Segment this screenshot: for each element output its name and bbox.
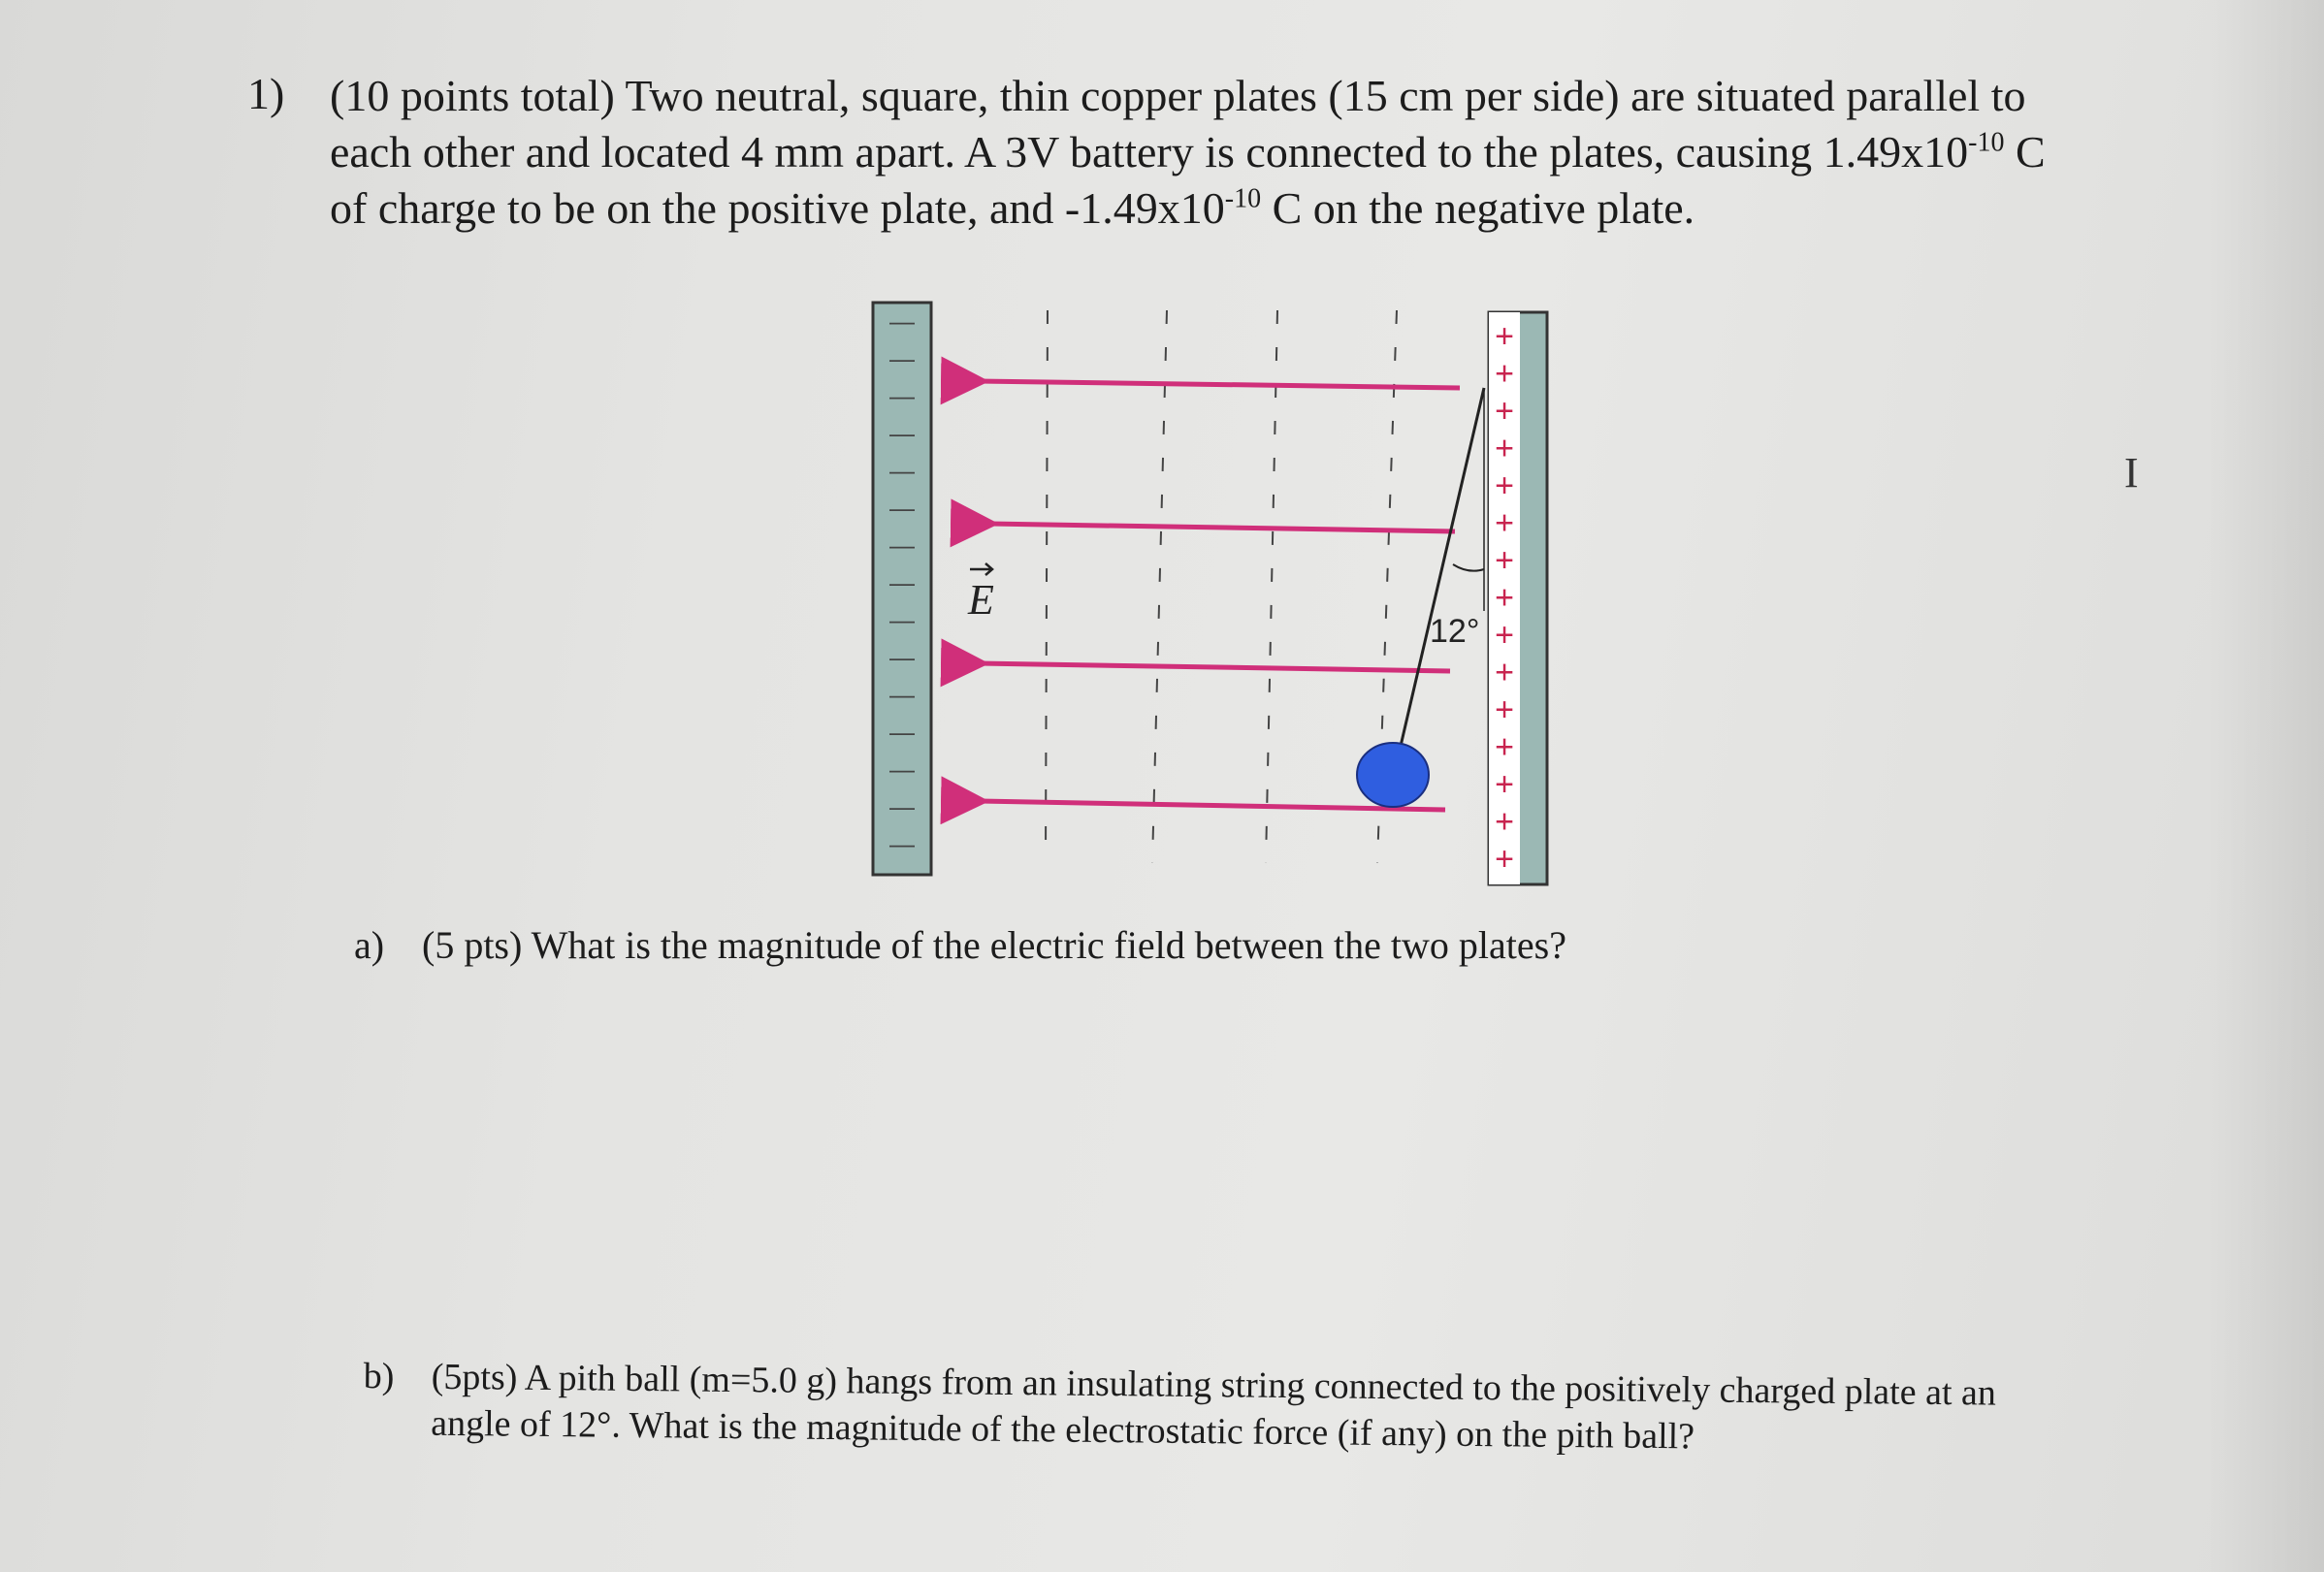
plus-sign: +	[1495, 467, 1514, 504]
plus-sign: +	[1495, 803, 1514, 841]
part-a	[354, 921, 1566, 970]
equipotential-line	[1266, 310, 1277, 863]
minus-sign: —	[889, 381, 915, 410]
text-cursor-icon: I	[2124, 449, 2139, 497]
minus-sign: —	[889, 717, 915, 747]
plus-sign: +	[1495, 841, 1514, 878]
plus-sign: +	[1495, 430, 1514, 467]
plus-sign: +	[1495, 617, 1514, 654]
question-mid: C of charge to be on the positive plate, and	[330, 127, 2046, 233]
minus-sign: —	[889, 791, 915, 821]
plus-sign: +	[1495, 504, 1514, 542]
field-line-arrow	[980, 381, 1460, 388]
pith-ball	[1357, 743, 1429, 807]
question-intro: (10 points total) Two neutral, square, thin copper plates (15 cm per side) are situated parallel to each other and located 4 mm apart. A 3V battery is connected to the plates, causing	[330, 71, 2026, 176]
field-line-arrow	[989, 524, 1455, 531]
vector-arrow-icon	[970, 563, 992, 575]
parallel-plate-diagram	[854, 291, 1591, 912]
minus-sign: —	[889, 754, 915, 784]
negative-charge-signs	[889, 306, 915, 858]
minus-sign: —	[889, 418, 915, 448]
positive-charge-signs	[1495, 318, 1514, 878]
positive-charge-exponent: -10	[1968, 127, 2005, 158]
minus-sign: —	[889, 567, 915, 597]
part-b	[363, 1353, 2013, 1463]
field-label: E	[968, 576, 994, 624]
minus-sign: —	[889, 642, 915, 672]
part-b-label: b)	[363, 1355, 395, 1397]
minus-sign: —	[889, 306, 915, 336]
angle-label: 12°	[1430, 613, 1480, 650]
plus-sign: +	[1495, 318, 1514, 355]
insulating-string	[1395, 388, 1484, 771]
equipotential-line	[1152, 310, 1167, 863]
equipotential-line	[1046, 310, 1048, 863]
negative-charge-exponent: -10	[1224, 183, 1262, 214]
field-line-arrow	[980, 663, 1450, 671]
minus-sign: —	[889, 456, 915, 485]
plus-sign: +	[1495, 542, 1514, 579]
minus-sign: —	[889, 829, 915, 858]
minus-sign: —	[889, 343, 915, 373]
negative-charge: -1.49x10	[1064, 183, 1225, 233]
plus-sign: +	[1495, 579, 1514, 617]
positive-charge: 1.49x10	[1823, 127, 1969, 176]
plus-sign: +	[1495, 355, 1514, 393]
question-text	[330, 68, 2066, 237]
plus-sign: +	[1495, 393, 1514, 430]
page-shadow	[2208, 0, 2324, 1572]
question-end: C on the negative plate.	[1261, 183, 1695, 233]
plus-sign: +	[1495, 728, 1514, 766]
minus-sign: —	[889, 530, 915, 560]
part-a-text: (5 pts) What is the magnitude of the electric field between the two plates?	[422, 923, 1566, 967]
plus-sign: +	[1495, 654, 1514, 691]
plus-sign: +	[1495, 691, 1514, 728]
part-b-text: (5pts) A pith ball (m=5.0 g) hangs from an insulating string connected to the positively charged plate at an angle of 12°. What is the magnitude of the electrostatic force (if any) on the pith ball?	[431, 1356, 1997, 1458]
plus-sign: +	[1495, 766, 1514, 803]
part-a-label: a)	[354, 923, 385, 967]
question-number: 1)	[247, 69, 285, 118]
minus-sign: —	[889, 605, 915, 634]
minus-sign: —	[889, 680, 915, 709]
angle-arc	[1453, 564, 1484, 571]
minus-sign: —	[889, 493, 915, 523]
